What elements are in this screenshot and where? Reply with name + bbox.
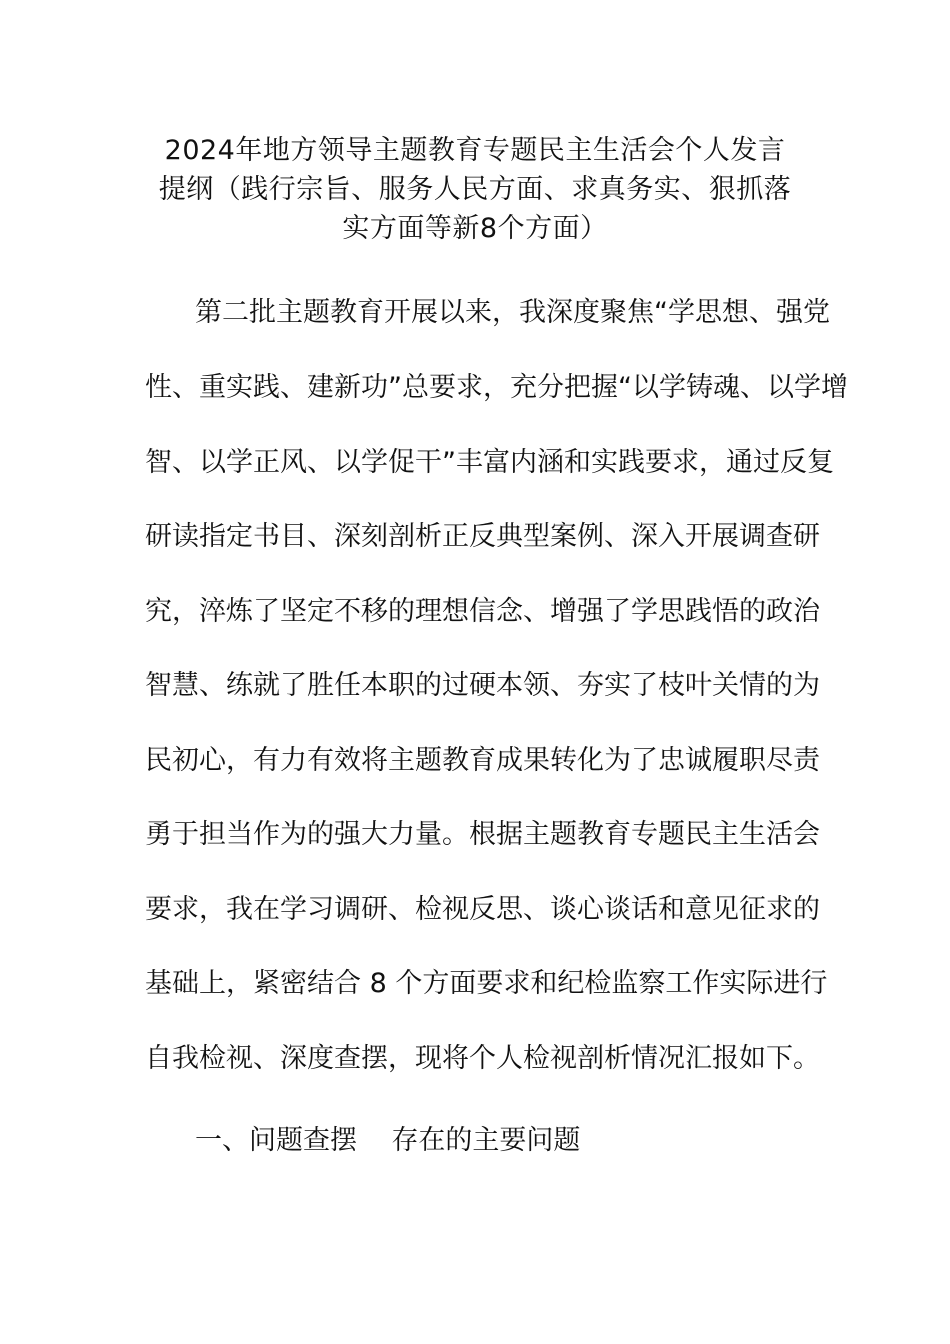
section-heading: 一、问题查摆 存在的主要问题 xyxy=(195,1125,581,1156)
title-line-1: 2024年地方领导主题教育专题民主生活会个人发言 xyxy=(164,135,786,166)
paragraph-line: 基础上，紧密结合 8 个方面要求和纪检监察工作实际进行 xyxy=(145,968,828,999)
paragraph-line: 研读指定书目、深刻剖析正反典型案例、深入开展调查研 xyxy=(145,521,820,552)
paragraph-line: 智、以学正风、以学促干”丰富内涵和实践要求，通过反复 xyxy=(145,447,834,478)
paragraph-line: 勇于担当作为的强大力量。根据主题教育专题民主生活会 xyxy=(145,819,820,850)
paragraph-line: 第二批主题教育开展以来，我深度聚焦“学思想、强党 xyxy=(195,297,830,328)
title-line-3: 实方面等新8个方面） xyxy=(342,213,608,244)
paragraph-line: 自我检视、深度查摆，现将个人检视剖析情况汇报如下。 xyxy=(145,1043,820,1074)
paragraph-line: 究，淬炼了坚定不移的理想信念、增强了学思践悟的政治 xyxy=(145,596,820,627)
document-title xyxy=(130,131,820,248)
paragraph-line: 智慧、练就了胜任本职的过硬本领、夯实了枝叶关情的为 xyxy=(145,670,820,701)
paragraph-line: 性、重实践、建新功”总要求，充分把握“以学铸魂、以学增 xyxy=(145,372,848,403)
paragraph-line: 要求，我在学习调研、检视反思、谈心谈话和意见征求的 xyxy=(145,894,820,925)
title-line-2: 提纲（践行宗旨、服务人民方面、求真务实、狠抓落 xyxy=(158,174,792,205)
paragraph-line: 民初心，有力有效将主题教育成果转化为了忠诚履职尽责 xyxy=(145,745,820,776)
